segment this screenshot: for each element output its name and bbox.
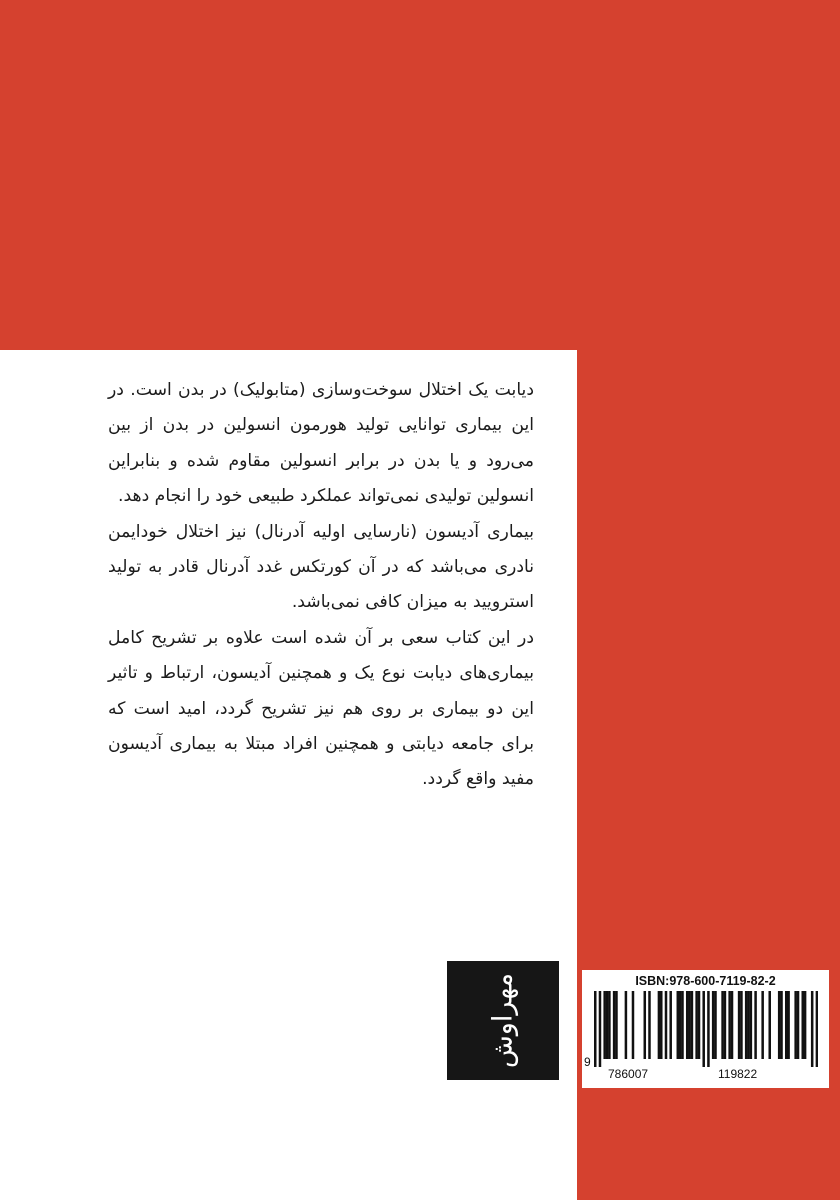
blurb-paragraph-addison: بیماری آدیسون (نارسایی اولیه آدرنال) نیز اختلال خودایمن نادری می‌باشد که در آن کورتکس غدد آدرنال قادر به تولید استرویید به میزان کافی نمی‌باشد. (108, 521, 534, 613)
barcode-bar (688, 991, 691, 1059)
barcode-bar (669, 991, 672, 1059)
barcode-bar (724, 991, 727, 1059)
barcode-bar (707, 991, 710, 1067)
barcode-bar (615, 991, 618, 1059)
barcode-bar (660, 991, 663, 1059)
barcode-bar (665, 991, 668, 1059)
barcode-bar (785, 991, 788, 1059)
barcode-bar (632, 991, 635, 1059)
barcode-bar (603, 991, 606, 1059)
barcode-bar (797, 991, 800, 1059)
barcode-bar (801, 991, 804, 1059)
blurb-paragraph-book-purpose: در این کتاب سعی بر آن شده است علاوه بر تشریح کامل بیماری‌های دیابت نوع یک و همچنین آدیسون، ارتباط و تاثیر این دو بیماری بر روی هم نیز تشریح گردد، امید است که برای جامعه دیابتی و همچنین افراد مبتلا به بیماری آدیسون مفید واقع گردد. (108, 627, 534, 790)
barcode-bar (811, 991, 814, 1067)
barcode-bar (738, 991, 741, 1059)
barcode-bar (740, 991, 743, 1059)
isbn-barcode (582, 970, 829, 1088)
barcode-bar (780, 991, 783, 1059)
barcode-bar (787, 991, 790, 1059)
barcode-first-digit: 9 (584, 1055, 591, 1069)
barcode-bar (816, 991, 818, 1067)
publisher-logo-text: مهراوش (487, 972, 519, 1069)
barcode-bar (681, 991, 684, 1059)
barcode-bar (778, 991, 781, 1059)
isbn-label: ISBN:978-600-7119-82-2 (635, 974, 776, 988)
barcode-bar (768, 991, 771, 1059)
barcode-bar (721, 991, 724, 1059)
barcode-bar (731, 991, 734, 1059)
barcode-bar (702, 991, 705, 1067)
barcode-bar (750, 991, 753, 1059)
barcode-bar (658, 991, 661, 1059)
publisher-logo (447, 961, 559, 1080)
barcode-bars (594, 991, 818, 1067)
barcode-bar (648, 991, 651, 1059)
barcode-bar (606, 991, 609, 1059)
barcode-bar (677, 991, 680, 1059)
barcode-bar (691, 991, 694, 1059)
barcode-bar (608, 991, 611, 1059)
barcode-bar (754, 991, 757, 1059)
barcode-bar (686, 991, 689, 1059)
barcode-bar (698, 991, 701, 1059)
blurb-paragraph-diabetes: دیابت یک اختلال سوخت‌وسازی (متابولیک) در بدن است. در این بیماری توانایی تولید هورمون انسولین در بدن از بین می‌رود و یا بدن در برابر انسولین مقاوم شده و بنابراین انسولین تولیدی نمی‌تواند عملکرد طبیعی خود را انجام دهد. (108, 380, 534, 507)
barcode-bar (594, 991, 597, 1067)
barcode-bar (747, 991, 750, 1059)
barcode-bar (625, 991, 628, 1059)
barcode-bar (728, 991, 731, 1059)
barcode-left-digits: 786007 (608, 1067, 649, 1081)
barcode-bar (599, 991, 602, 1067)
barcode-bar (745, 991, 748, 1059)
barcode-bar (644, 991, 647, 1059)
barcode-bar (761, 991, 764, 1059)
barcode-bar (714, 991, 717, 1059)
barcode-bar (613, 991, 616, 1059)
barcode-right-digits: 119822 (718, 1067, 758, 1081)
barcode-bar (679, 991, 682, 1059)
barcode-bar (712, 991, 715, 1059)
back-cover-blurb (108, 373, 534, 798)
barcode-bar (794, 991, 797, 1059)
barcode-bar (695, 991, 698, 1059)
barcode-bar (804, 991, 807, 1059)
